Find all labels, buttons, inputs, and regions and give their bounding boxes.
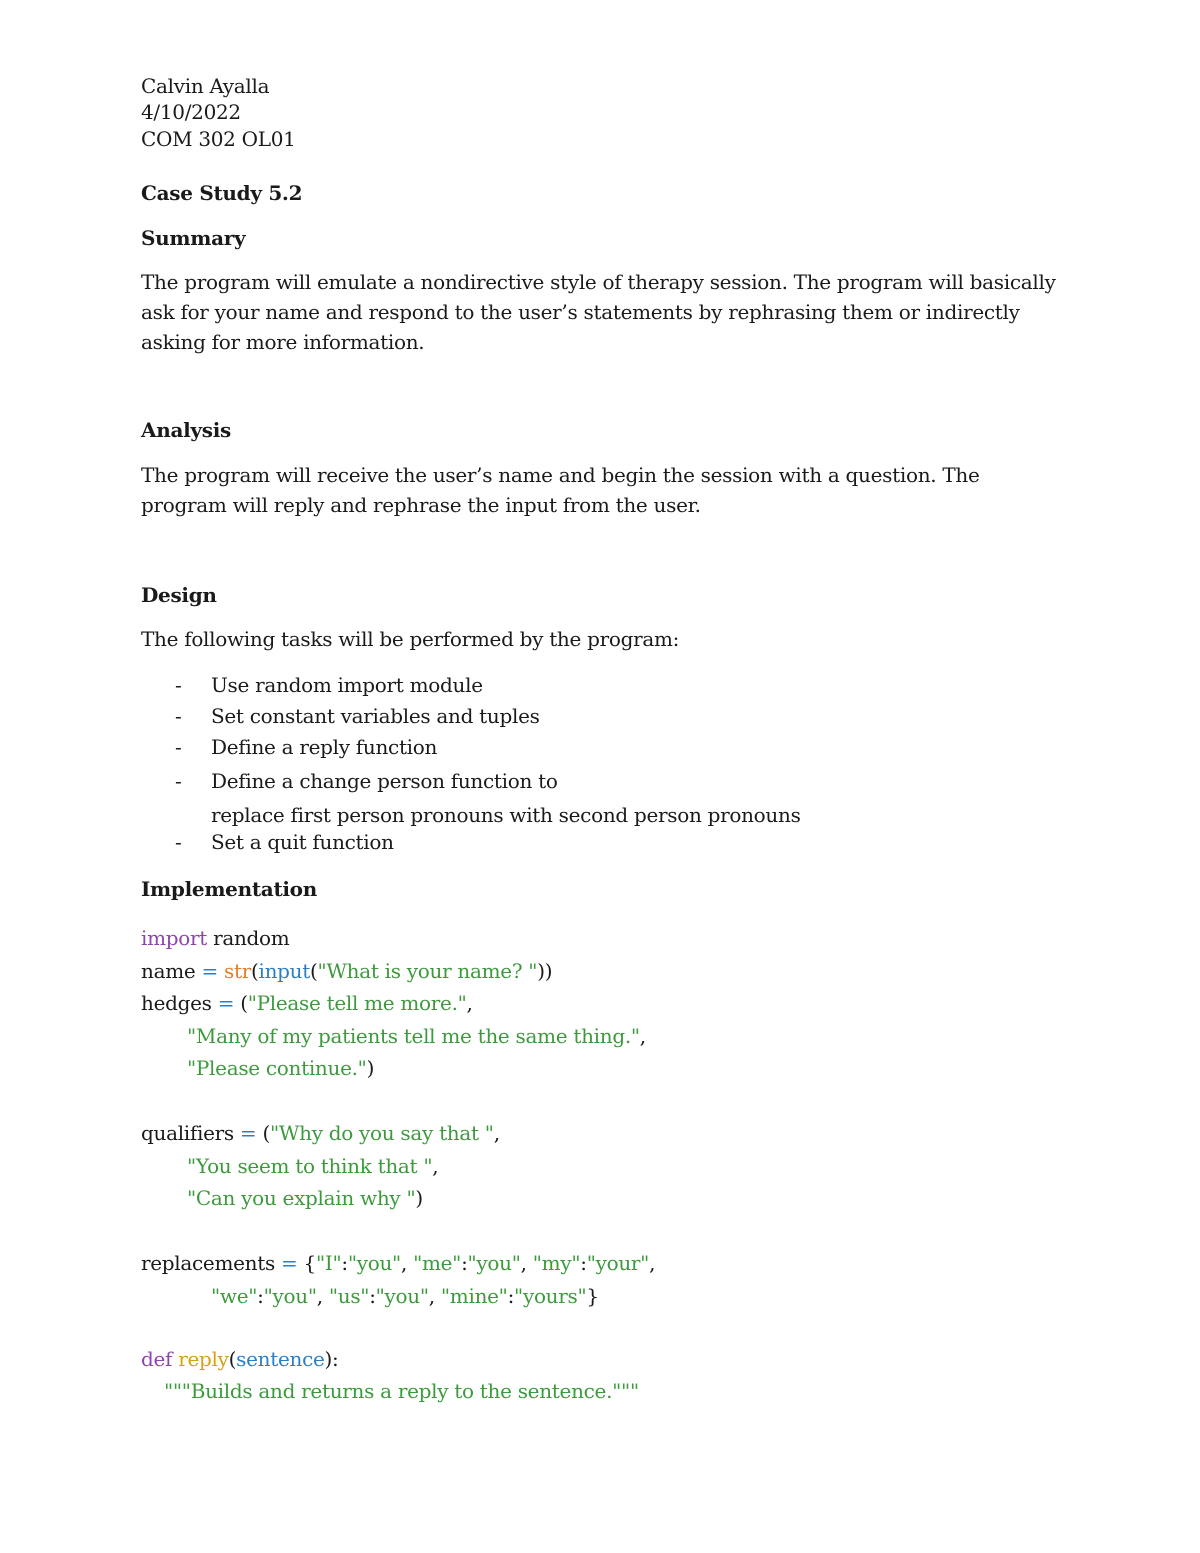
analysis-text: The program will receive the user’s name and begin the session with a question. The program will reply and rephrase the input from the user.: [141, 463, 980, 517]
code-text: :: [507, 1284, 515, 1308]
code-line: [187, 1055, 374, 1081]
code-text: :: [257, 1284, 264, 1308]
code-function-name: reply: [178, 1347, 229, 1371]
list-item: Define a change person function to: [211, 769, 558, 793]
code-string: "you": [467, 1251, 521, 1275]
code-keyword: def: [141, 1347, 173, 1371]
summary-text: The program will emulate a nondirective style of therapy session. The program will basically ask for your name and respond to the user’s statements by rephrasing them or indirectly asking for more information.: [141, 270, 1056, 354]
analysis-heading: Analysis: [141, 418, 231, 442]
code-line: [141, 1250, 655, 1276]
code-line: [141, 925, 289, 951]
code-operator: =: [201, 959, 218, 983]
code-text: ,: [466, 991, 473, 1015]
code-string: "You seem to think that ": [187, 1154, 433, 1178]
code-string: "Please tell me more.": [247, 991, 467, 1015]
code-builtin: input: [258, 959, 310, 983]
code-text: ,: [639, 1024, 646, 1048]
list-item: Use random import module: [211, 673, 483, 697]
code-line: [187, 1153, 438, 1179]
code-line: [164, 1378, 639, 1404]
code-string: "What is your name? ": [317, 959, 538, 983]
code-string: "us": [328, 1284, 370, 1308]
code-text: {: [297, 1251, 316, 1275]
code-text: ,: [428, 1284, 441, 1308]
code-text: }: [586, 1284, 599, 1308]
summary-heading: Summary: [141, 226, 246, 250]
list-item: Set constant variables and tuples: [211, 704, 540, 728]
list-item: Define a reply function: [211, 735, 438, 759]
code-keyword: import: [141, 926, 208, 950]
code-text: ,: [520, 1251, 533, 1275]
code-text: (: [250, 959, 259, 983]
code-text: (: [228, 1347, 237, 1371]
code-line: [187, 1185, 423, 1211]
bullet-marker: -: [175, 769, 182, 793]
author-name: Calvin Ayalla: [141, 74, 270, 98]
list-item: Set a quit function: [211, 830, 394, 854]
code-string: "you": [263, 1284, 317, 1308]
code-text: ,: [400, 1251, 414, 1275]
code-line: [141, 1120, 500, 1146]
bullet-marker: -: [175, 673, 182, 697]
code-string: "I": [315, 1251, 342, 1275]
code-string: "you": [375, 1284, 429, 1308]
code-string: "mine": [440, 1284, 508, 1308]
code-line: [141, 1346, 338, 1372]
code-string: "yours": [514, 1284, 587, 1308]
code-line: [141, 958, 552, 984]
code-operator: =: [217, 991, 235, 1015]
document-date: 4/10/2022: [141, 100, 241, 124]
implementation-heading: Implementation: [141, 877, 317, 901]
list-item-continuation: replace first person pronouns with second person pronouns: [211, 803, 801, 827]
bullet-marker: -: [175, 830, 182, 854]
code-text: ,: [432, 1154, 439, 1178]
code-text: random: [207, 926, 290, 950]
code-text: (: [234, 991, 248, 1015]
code-text: ,: [649, 1251, 656, 1275]
code-text: replacements: [141, 1251, 281, 1275]
code-text: ,: [316, 1284, 329, 1308]
code-docstring: """Builds and returns a reply to the sentence.""": [164, 1379, 639, 1403]
code-line: [211, 1283, 599, 1309]
code-text: )): [537, 959, 553, 983]
bullet-marker: -: [175, 704, 182, 728]
course-code: COM 302 OL01: [141, 127, 296, 151]
code-string: "your": [586, 1251, 650, 1275]
design-heading: Design: [141, 583, 217, 607]
document-title: Case Study 5.2: [141, 181, 303, 205]
code-string: "you": [347, 1251, 401, 1275]
code-text: :: [369, 1284, 376, 1308]
code-parameter: sentence: [236, 1347, 325, 1371]
code-operator: =: [281, 1251, 298, 1275]
code-string: "Can you explain why ": [187, 1186, 416, 1210]
code-string: "Why do you say that ": [269, 1121, 494, 1145]
bullet-marker: -: [175, 735, 182, 759]
code-text: :: [580, 1251, 587, 1275]
code-string: "Please continue.": [187, 1056, 367, 1080]
code-text: ): [415, 1186, 423, 1210]
code-text: (: [309, 959, 318, 983]
code-text: name: [141, 959, 202, 983]
code-string: "we": [211, 1284, 258, 1308]
code-text: :: [341, 1251, 348, 1275]
code-text: :: [461, 1251, 468, 1275]
code-text: ):: [324, 1347, 339, 1371]
code-builtin: str: [224, 959, 251, 983]
code-text: ): [366, 1056, 375, 1080]
code-text: ,: [493, 1121, 500, 1145]
code-string: "Many of my patients tell me the same thing.": [187, 1024, 640, 1048]
code-text: hedges: [141, 991, 218, 1015]
code-string: "me": [413, 1251, 462, 1275]
code-string: "my": [532, 1251, 581, 1275]
code-text: qualifiers: [141, 1121, 240, 1145]
code-text: (: [256, 1121, 270, 1145]
design-intro: The following tasks will be performed by the program:: [141, 627, 680, 651]
code-line: [141, 990, 473, 1016]
code-operator: =: [239, 1121, 257, 1145]
code-line: [187, 1023, 646, 1049]
